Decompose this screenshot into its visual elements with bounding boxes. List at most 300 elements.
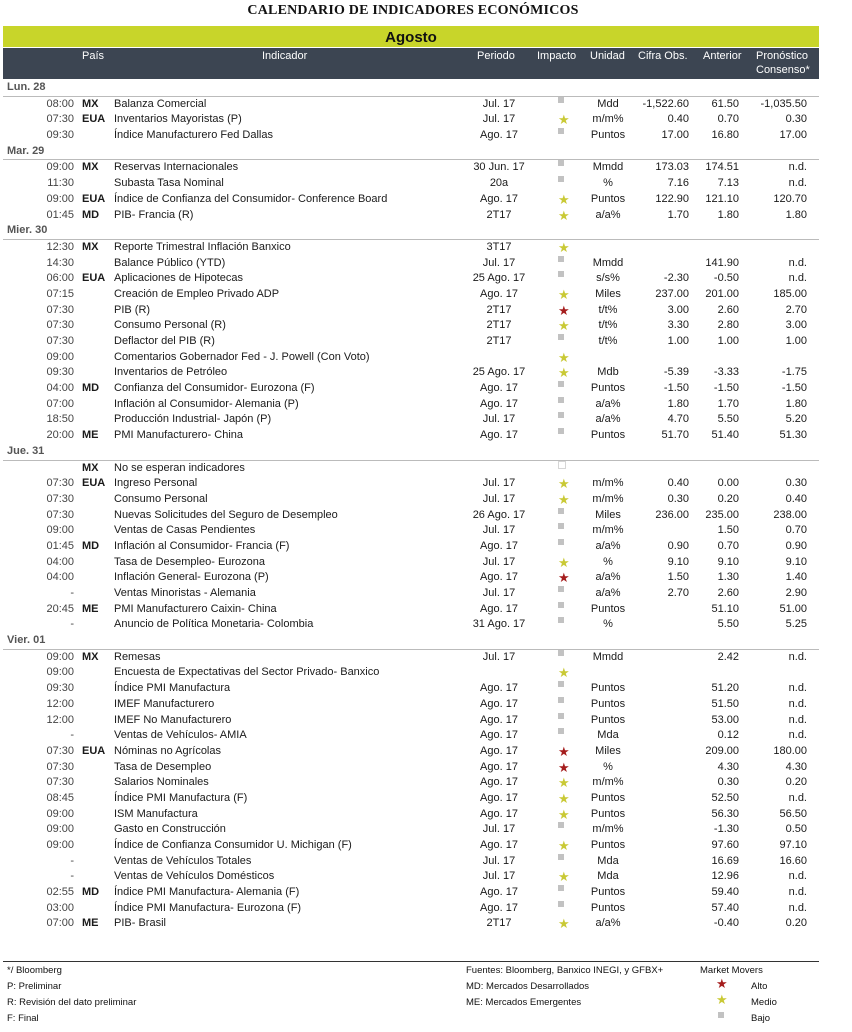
previous-cell: 16.80 [711,129,739,142]
consensus-cell: 238.00 [773,508,807,521]
period-cell: 30 Jun. 17 [473,161,525,174]
unit-cell: % [603,555,613,568]
period-cell: Ago. 17 [480,807,518,820]
previous-cell: 1.70 [717,397,739,410]
observed-cell: 1.00 [667,335,689,347]
previous-cell: 121.10 [705,192,739,205]
indicator-cell: Producción Industrial- Japón (P) [114,413,272,426]
unit-cell: t/t% [598,303,618,316]
time-cell: 09:00 [46,350,74,363]
table-row: 07:30 Salarios Nominales Ago. 17 m/m% 0.30 0.20 ★ [3,775,819,791]
indicator-cell: Ingreso Personal [114,477,198,490]
time-cell: 12:00 [46,713,74,726]
footnote-revision: R: Revisión del dato preliminar [7,997,137,1008]
previous-cell: 141.90 [705,256,739,269]
day-header [3,144,819,161]
consensus-cell: n.d. [788,272,807,285]
consensus-cell: n.d. [788,697,807,710]
table-row: 07:30 EUA Ingreso Personal Jul. 17 m/m% 0.40 0.00 0.30 ★ [3,476,819,492]
time-cell: 01:45 [46,208,74,221]
previous-cell: 52.50 [711,791,739,804]
table-row [3,412,819,428]
consensus-cell: 0.20 [785,917,807,930]
period-cell: Ago. 17 [480,397,518,410]
consensus-cell: n.d. [788,729,807,742]
footnote-final: F: Final [7,1013,39,1024]
period-cell: Ago. 17 [480,429,518,442]
observed-cell: -1,522.60 [642,97,689,110]
observed-cell: 1.50 [667,571,689,584]
unit-cell: % [603,760,613,773]
observed-cell: 2.70 [667,587,689,599]
indicator-cell: Creación de Empleo Privado ADP [114,287,280,300]
period-cell: Jul. 17 [482,97,516,110]
consensus-cell: 2.90 [785,587,807,599]
table-row [3,334,819,350]
period-cell: Ago. 17 [480,129,518,142]
table-row [3,602,819,618]
consensus-cell: 120.70 [773,192,807,205]
table-row: 07:30 EUA Nóminas no Agrícolas Ago. 17 Miles 209.00 180.00 ★ [3,744,819,760]
unit-cell: % [603,618,613,631]
time-cell: 14:30 [46,256,74,269]
consensus-cell: 5.25 [785,618,807,631]
consensus-cell: 51.00 [779,602,807,615]
indicator-cell: Índice PMI Manufactura [114,682,231,695]
previous-cell: 97.60 [711,839,739,851]
time-cell: 07:30 [46,335,74,347]
table-row: 09:00 ISM Manufactura Ago. 17 Puntos 56.30 56.50 ★ [3,807,819,823]
unit-cell: Miles [595,508,621,521]
consensus-cell: 4.30 [785,760,807,773]
day-label: Lun. 28 [7,81,46,93]
period-cell: Jul. 17 [482,650,516,663]
observed-cell: 3.00 [667,303,689,316]
previous-cell: 53.00 [711,713,739,726]
consensus-cell: 56.50 [779,807,807,820]
previous-cell: 174.51 [705,161,739,174]
observed-cell: 236.00 [655,508,689,521]
consensus-cell: 0.30 [785,477,807,490]
indicator-table [3,80,819,932]
consensus-cell: n.d. [788,713,807,726]
header-anterior: Anterior [703,50,742,62]
unit-cell: m/m% [592,492,624,505]
country-cell: MX [82,161,99,174]
consensus-cell: 9.10 [785,555,807,568]
time-cell: 07:30 [46,303,74,316]
period-cell: Ago. 17 [480,791,518,804]
country-cell: MX [82,240,99,253]
header-pais: País [82,50,105,62]
consensus-cell: 0.20 [785,776,807,789]
day-label: Mar. 29 [7,144,45,157]
previous-cell: 56.30 [711,807,739,820]
indicator-cell: Tasa de Desempleo [114,760,212,773]
legend-medio-icon: ★ [716,992,728,1007]
country-cell: ME [82,602,99,615]
period-cell: 31 Ago. 17 [472,618,526,631]
unit-cell: m/m% [592,524,624,537]
table-row: 07:30 Tasa de Desempleo Ago. 17 % 4.30 4.30 ★ [3,760,819,776]
observed-cell: -2.30 [663,272,689,285]
unit-cell: Puntos [590,682,626,695]
unit-cell: Puntos [590,129,626,142]
unit-cell: Puntos [590,429,626,442]
legend-alto-label: Alto [751,981,768,992]
period-cell: Jul. 17 [482,113,516,126]
table-row: 07:15 Creación de Empleo Privado ADP Ago. 17 Miles 237.00 201.00 185.00 ★ [3,287,819,303]
indicator-cell: PIB- Francia (R) [114,208,194,221]
period-cell: 2T17 [486,917,512,930]
table-row: 07:30 PIB (R) 2T17 t/t% 3.00 2.60 2.70 ★ [3,303,819,319]
footnote-bloomberg: */ Bloomberg [7,965,62,976]
country-cell: EUA [82,192,106,205]
indicator-cell: Remesas [114,650,161,663]
time-cell: 07:15 [46,287,74,300]
indicator-cell: No se esperan indicadores [114,461,245,474]
unit-cell: Miles [595,287,621,300]
indicator-cell: Consumo Personal (R) [114,319,226,332]
consensus-cell: 2.70 [785,303,807,316]
day-header [3,223,819,240]
indicator-cell: Ventas de Vehículos Domésticos [114,870,275,883]
legend-bajo-icon [718,1010,724,1021]
time-cell: 02:55 [46,886,74,899]
observed-cell: 9.10 [667,555,689,568]
legend-alto-icon: ★ [716,976,728,991]
period-cell: Jul. 17 [482,870,516,883]
time-cell: 09:30 [46,682,74,695]
time-cell: 03:00 [46,901,74,914]
previous-cell: 59.40 [711,886,739,899]
indicator-cell: Anuncio de Política Monetaria- Colombia [114,618,314,631]
observed-cell: 4.70 [667,413,689,426]
previous-cell: 0.70 [717,539,739,552]
previous-cell: 51.50 [711,697,739,710]
previous-cell: 0.20 [717,492,739,505]
table-row: - Ventas de Vehículos Domésticos Jul. 17 Mda 12.96 n.d. ★ [3,869,819,885]
consensus-cell: 1.40 [785,571,807,584]
legend-title: Market Movers [700,965,763,976]
period-cell: Jul. 17 [482,477,516,490]
consensus-cell: 51.30 [779,429,807,442]
table-row: 09:00 EUA Índice de Confianza del Consumidor- Conference Board Ago. 17 Puntos 122.90 121.10 120.70 ★ [3,192,819,208]
period-cell: 2T17 [486,303,512,316]
consensus-cell: n.d. [788,791,807,804]
previous-cell: 1.00 [717,335,739,347]
unit-cell: a/a% [595,539,621,552]
time-cell: 07:00 [46,397,74,410]
previous-cell: -1.30 [713,823,739,836]
unit-cell: Puntos [590,886,626,899]
table-row [3,397,819,413]
indicator-cell: PMI Manufacturero- China [114,429,243,442]
unit-cell: m/m% [592,477,624,490]
table-row [3,901,819,917]
period-cell: 25 Ago. 17 [472,366,526,379]
previous-cell: 0.70 [717,113,739,126]
observed-cell: 17.00 [661,129,689,142]
period-cell: Ago. 17 [480,839,518,851]
period-cell: 2T17 [486,208,512,221]
previous-cell: 5.50 [717,618,739,631]
indicator-cell: Inflación al Consumidor- Alemania (P) [114,397,299,410]
consensus-cell: -1.75 [781,366,807,379]
unit-cell: a/a% [595,571,621,584]
observed-cell: 237.00 [655,287,689,300]
table-row: 04:00 Inflación General- Eurozona (P) Ago. 17 a/a% 1.50 1.30 1.40 ★ [3,570,819,586]
unit-cell: Mmdd [592,650,624,663]
consensus-cell: 1.80 [785,397,807,410]
unit-cell: Mdd [597,97,619,110]
indicator-cell: Comentarios Gobernador Fed - J. Powell (Con Voto) [114,350,370,363]
consensus-cell: 16.60 [779,854,807,867]
previous-cell: 0.12 [717,729,739,742]
indicator-cell: Balance Público (YTD) [114,256,226,269]
indicator-cell: Balanza Comercial [114,97,207,110]
time-cell: 07:30 [46,744,74,757]
previous-cell: 201.00 [705,287,739,300]
country-cell: MD [82,886,100,899]
indicator-cell: Índice PMI Manufactura- Alemania (F) [114,886,300,899]
time-cell: 06:00 [46,272,74,285]
indicator-cell: Salarios Nominales [114,776,209,789]
consensus-cell: n.d. [788,682,807,695]
time-cell: 04:00 [46,555,74,568]
consensus-cell: 1.00 [785,335,807,347]
table-row: 09:00 Encuesta de Expectativas del Sector Privado- Banxico ★ [3,665,819,681]
period-cell: 26 Ago. 17 [472,508,526,521]
indicator-cell: Subasta Tasa Nominal [114,177,224,190]
table-row [3,728,819,744]
previous-cell: 2.42 [717,650,739,663]
header-pronostico: Pronóstico [756,50,808,62]
header-periodo: Periodo [477,50,515,62]
country-cell: MX [82,97,99,110]
time-cell: 12:30 [46,240,74,253]
indicator-cell: Ventas Minoristas - Alemania [114,587,256,599]
table-row [3,822,819,838]
previous-cell: 51.40 [711,429,739,442]
consensus-cell: 0.40 [785,492,807,505]
unit-cell: m/m% [592,113,624,126]
indicator-cell: ISM Manufactura [114,807,198,820]
previous-cell: -3.33 [713,366,739,379]
indicator-cell: Ventas de Vehículos- AMIA [114,729,247,742]
time-cell: - [70,729,74,742]
observed-cell: 122.90 [655,192,689,205]
time-cell: 07:30 [46,113,74,126]
period-cell: Jul. 17 [482,555,516,568]
country-cell: MD [82,208,100,221]
period-cell: Ago. 17 [480,713,518,726]
period-cell: Jul. 17 [482,413,516,426]
time-cell: 04:00 [46,571,74,584]
consensus-cell: 185.00 [773,287,807,300]
time-cell: 08:45 [46,791,74,804]
previous-cell: 12.96 [711,870,739,883]
time-cell: 07:30 [46,492,74,505]
unit-cell: a/a% [595,208,621,221]
day-header [3,80,819,97]
country-cell: EUA [82,744,106,757]
consensus-cell: 0.30 [785,113,807,126]
period-cell: Ago. 17 [480,776,518,789]
table-row: 09:30 Inventarios de Petróleo 25 Ago. 17 Mdb -5.39 -3.33 -1.75 ★ [3,365,819,381]
consensus-cell: n.d. [788,256,807,269]
page-title: CALENDARIO DE INDICADORES ECONÓMICOS [247,3,579,18]
unit-cell: a/a% [595,397,621,410]
indicator-cell: Deflactor del PIB (R) [114,335,215,347]
indicator-cell: Inflación General- Eurozona (P) [114,571,269,584]
previous-cell: 1.50 [717,524,739,537]
consensus-cell: 0.70 [785,524,807,537]
observed-cell: 0.30 [667,492,689,505]
time-cell: 07:30 [46,508,74,521]
unit-cell: m/m% [592,823,624,836]
previous-cell: -0.40 [713,917,739,930]
observed-cell: 1.70 [667,208,689,221]
footnote-fuentes: Fuentes: Bloomberg, Banxico INEGI, y GFBX+ [466,965,664,976]
indicator-cell: PIB- Brasil [114,917,166,930]
table-row: 09:00 Comentarios Gobernador Fed - J. Powell (Con Voto) ★ [3,350,819,366]
previous-cell: 2.60 [717,587,739,599]
previous-cell: 16.69 [711,854,739,867]
time-cell: 12:00 [46,697,74,710]
unit-cell: s/s% [596,272,620,285]
table-row [3,428,819,444]
time-cell: - [70,854,74,867]
time-cell: 09:00 [46,666,74,679]
table-row [3,508,819,524]
table-row [3,523,819,539]
observed-cell: 0.40 [667,113,689,126]
table-row: 04:00 Tasa de Desempleo- Eurozona Jul. 17 % 9.10 9.10 9.10 ★ [3,555,819,571]
legend-bajo-label: Bajo [751,1013,771,1024]
indicator-cell: IMEF No Manufacturero [114,713,232,726]
header-unidad: Unidad [590,50,625,62]
period-cell: Jul. 17 [482,256,516,269]
consensus-cell: 1.80 [785,208,807,221]
indicator-cell: Confianza del Consumidor- Eurozona (F) [114,382,315,395]
indicator-cell: Ventas de Vehículos Totales [114,854,252,867]
observed-cell: 0.40 [667,477,689,490]
observed-cell: 1.80 [667,397,689,410]
header-impacto: Impacto [537,50,577,62]
unit-cell: Mda [597,729,619,742]
unit-cell: % [603,177,613,190]
time-cell: 09:00 [46,823,74,836]
table-row: 08:45 Índice PMI Manufactura (F) Ago. 17 Puntos 52.50 n.d. ★ [3,791,819,807]
table-row [3,461,819,477]
day-header [3,444,819,461]
country-cell: ME [82,429,99,442]
indicator-cell: Reservas Internacionales [114,161,239,174]
table-row: 01:45 MD PIB- Francia (R) 2T17 a/a% 1.70 1.80 1.80 ★ [3,208,819,224]
time-cell: 09:00 [46,161,74,174]
time-cell: 07:30 [46,760,74,773]
time-cell: 09:00 [46,192,74,205]
previous-cell: 209.00 [705,744,739,757]
period-cell: Jul. 17 [482,823,516,836]
unit-cell: Puntos [590,382,626,395]
indicator-cell: Inventarios de Petróleo [114,366,228,379]
period-cell: Ago. 17 [480,697,518,710]
previous-cell: 1.80 [717,208,739,221]
period-cell: 2T17 [486,319,512,332]
previous-cell: 2.60 [717,303,739,316]
unit-cell: Mmdd [592,256,624,269]
previous-cell: 9.10 [717,555,739,568]
unit-cell: a/a% [595,587,621,599]
time-cell: - [70,618,74,631]
period-cell: Ago. 17 [480,287,518,300]
unit-cell: Mda [597,870,619,883]
observed-cell: 173.03 [655,161,689,174]
footnote-md: MD: Mercados Desarrollados [466,981,590,992]
unit-cell: Puntos [590,192,626,205]
period-cell: Ago. 17 [480,682,518,695]
unit-cell: t/t% [598,319,618,332]
indicator-cell: Encuesta de Expectativas del Sector Privado- Banxico [114,666,380,679]
period-cell: 2T17 [486,335,512,347]
period-cell: Jul. 17 [482,492,516,505]
consensus-cell: n.d. [788,870,807,883]
indicator-cell: Gasto en Construcción [114,823,226,836]
header-indicador: Indicador [262,50,308,62]
time-cell: - [70,870,74,883]
period-cell: Ago. 17 [480,602,518,615]
time-cell: 20:45 [46,602,74,615]
unit-cell: a/a% [595,413,621,426]
table-row [3,650,819,666]
previous-cell: 51.20 [711,682,739,695]
period-cell: Jul. 17 [482,854,516,867]
consensus-cell: 3.00 [785,319,807,332]
consensus-cell: 17.00 [779,129,807,142]
indicator-cell: Nóminas no Agrícolas [114,744,221,757]
time-cell: 18:50 [46,413,74,426]
month-banner: Agosto [3,26,819,47]
previous-cell: 235.00 [705,508,739,521]
previous-cell: 61.50 [711,97,739,110]
consensus-cell: 0.50 [785,823,807,836]
time-cell: 07:00 [46,917,74,930]
consensus-cell: 5.20 [785,413,807,426]
period-cell: Ago. 17 [480,744,518,757]
table-row: 07:00 ME PIB- Brasil 2T17 a/a% -0.40 0.20 ★ [3,916,819,932]
country-cell: MX [82,461,99,474]
period-cell: Ago. 17 [480,901,518,914]
consensus-cell: 0.90 [785,539,807,552]
unit-cell: Mda [597,854,619,867]
observed-cell: 3.30 [667,319,689,332]
unit-cell: Mdb [597,366,619,379]
unit-cell: Mmdd [592,161,624,174]
time-cell: 09:00 [46,650,74,663]
table-row [3,586,819,602]
unit-cell: Puntos [590,839,626,851]
time-cell: 07:30 [46,319,74,332]
period-cell: Ago. 17 [480,571,518,584]
previous-cell: 5.50 [717,413,739,426]
day-label: Vier. 01 [7,634,46,647]
country-cell: EUA [82,477,106,490]
time-cell: 04:00 [46,382,74,395]
day-label: Mier. 30 [7,224,48,237]
consensus-cell: n.d. [788,901,807,914]
